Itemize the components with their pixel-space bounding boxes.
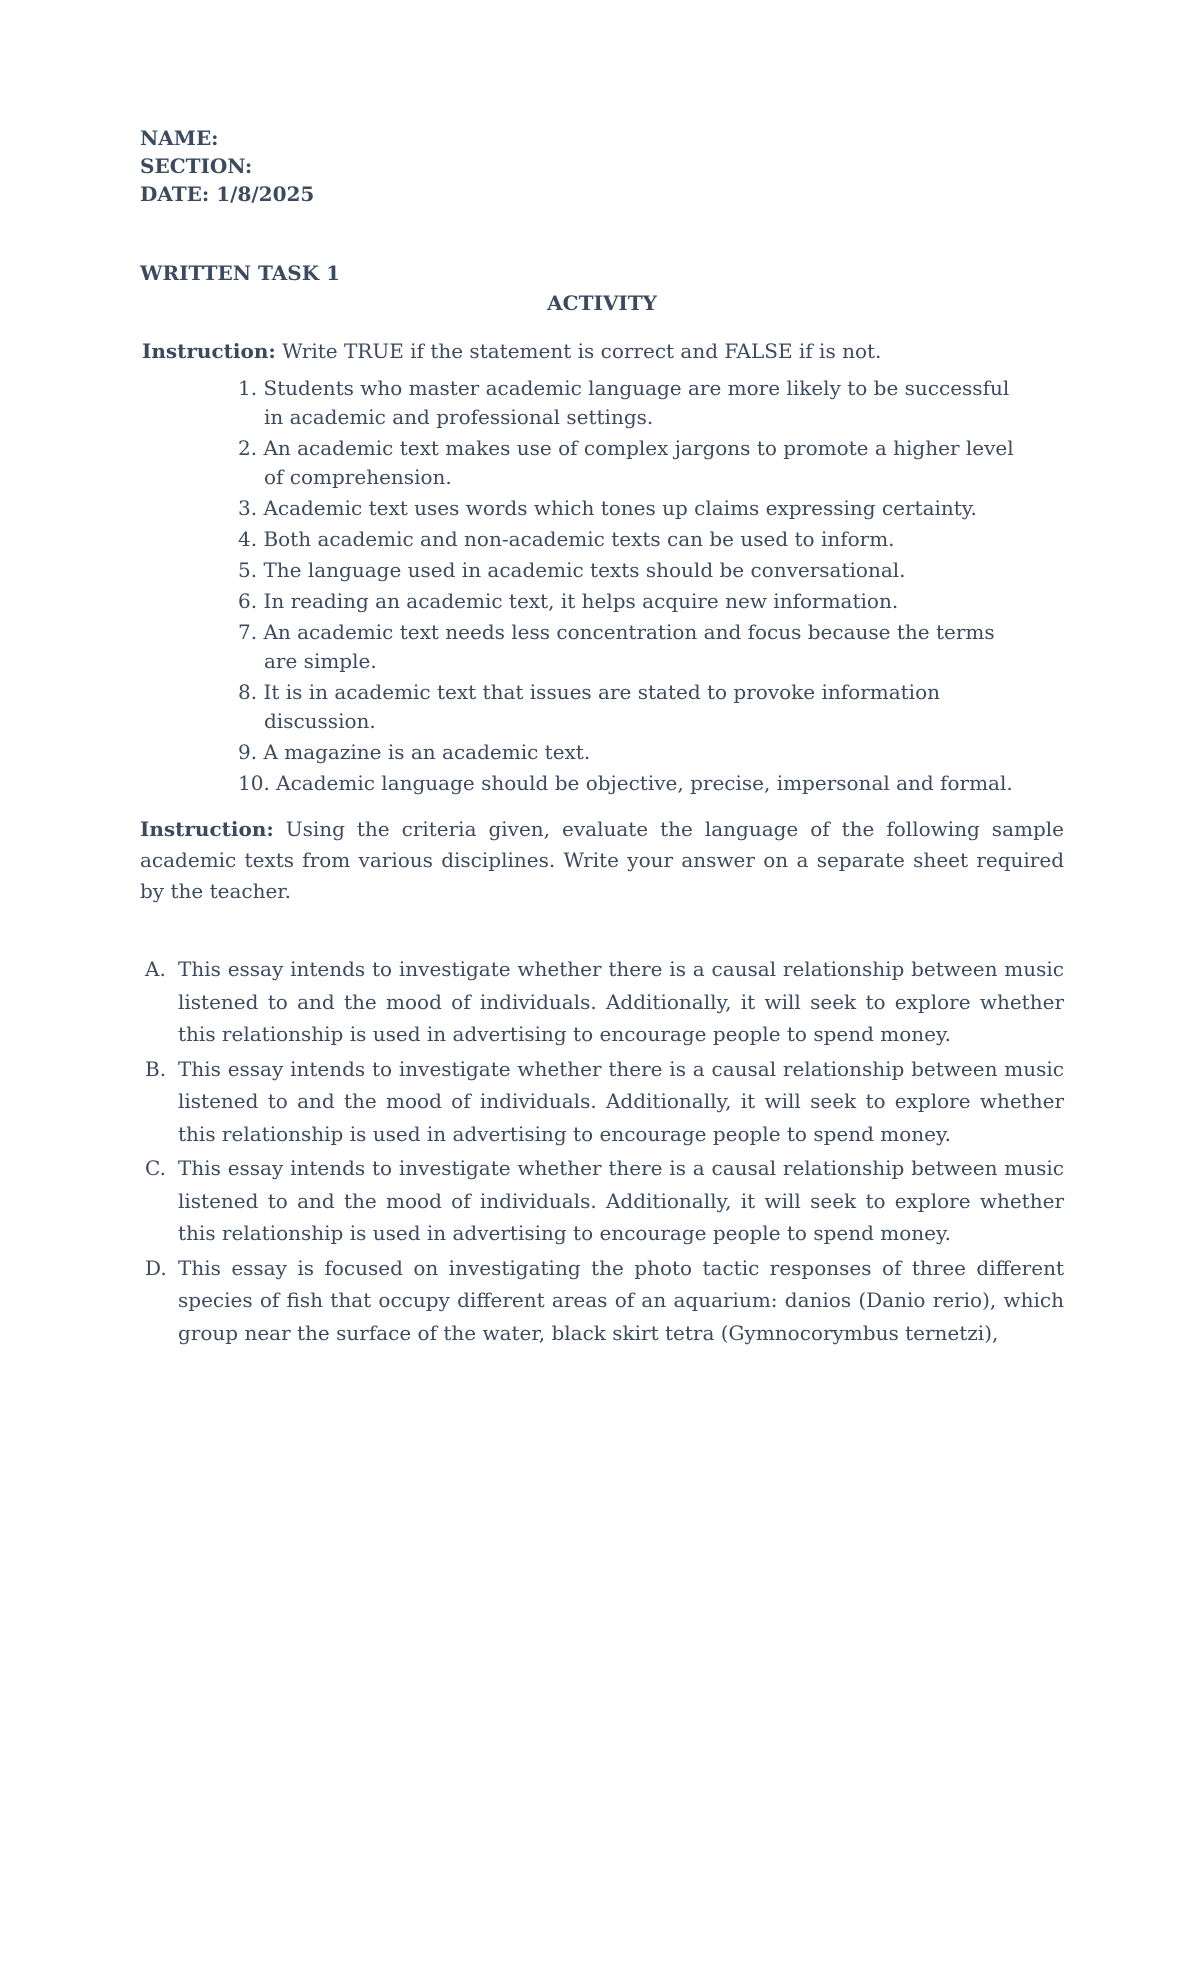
list-item: 3. Academic text uses words which tones up claims expressing certainty. — [238, 496, 977, 520]
list-item: 6. In reading an academic text, it helps acquire new information. — [238, 589, 899, 613]
activity-title: ACTIVITY — [547, 291, 657, 315]
instruction-text: Write TRUE if the statement is correct and FALSE if is not. — [275, 339, 882, 363]
instruction-label: Instruction: — [140, 817, 274, 841]
instruction-text: Using the criteria given, evaluate the language of the following sample academic texts from various disciplines. Write your answer on a separate sheet required by the teacher. — [140, 817, 1064, 903]
sample-text-item — [140, 1252, 1064, 1350]
list-item: 2. An academic text makes use of complex jargons to promote a higher level of comprehension. — [238, 436, 1014, 489]
instruction-label: Instruction: — [142, 339, 276, 363]
date-label: DATE: 1/8/2025 — [140, 182, 315, 206]
item-letter: A. — [145, 957, 166, 981]
instruction-true-false — [140, 336, 1064, 366]
item-text: This essay intends to investigate whether there is a causal relationship between music listened to and the mood of individuals. Additionally, it will seek to explore whether this relationship is used in advertising to encourage people to spend money. — [178, 1056, 1064, 1146]
item-text: This essay intends to investigate whether there is a causal relationship between music listened to and the mood of individuals. Additionally, it will seek to explore whether this relationship is used in advertising to encourage people to spend money. — [178, 1156, 1064, 1245]
sample-text-item — [140, 1053, 1064, 1151]
list-item: 7. An academic text needs less concentration and focus because the terms are simple. — [238, 620, 995, 673]
list-item: 4. Both academic and non-academic texts can be used to inform. — [238, 527, 895, 551]
list-item: 8. It is in academic text that issues are stated to provoke information discussion. — [238, 680, 940, 733]
item-text: This essay intends to investigate whether there is a causal relationship between music listened to and the mood of individuals. Additionally, it will seek to explore whether this relationship is used in advertising to encourage people to spend money. — [178, 957, 1064, 1046]
task-title: WRITTEN TASK 1 — [140, 261, 340, 285]
item-letter: B. — [145, 1056, 167, 1081]
section-label: SECTION: — [140, 154, 253, 178]
sample-texts-list — [140, 953, 1064, 1349]
item-letter: C. — [145, 1156, 166, 1180]
item-text: This essay is focused on investigating the photo tactic responses of three different species of fish that occupy different areas of an aquarium: danios (Danio rerio), which group near the surface of the water, black skirt tetra (Gymnocorymbus ternetzi), — [178, 1255, 1064, 1345]
sample-text-item — [140, 953, 1064, 1051]
true-false-list — [140, 374, 1064, 798]
list-item: 5. The language used in academic texts should be conversational. — [238, 558, 906, 582]
name-label: NAME: — [140, 126, 219, 150]
list-item: 9. A magazine is an academic text. — [238, 740, 591, 764]
sample-text-item — [140, 1152, 1064, 1250]
item-letter: D. — [145, 1255, 167, 1280]
instruction-evaluate — [140, 814, 1064, 907]
list-item: 10. Academic language should be objective, precise, impersonal and formal. — [238, 771, 1013, 795]
list-item: 1. Students who master academic language are more likely to be successful in academic and professional settings. — [238, 376, 1010, 429]
document-page — [140, 124, 1064, 1351]
